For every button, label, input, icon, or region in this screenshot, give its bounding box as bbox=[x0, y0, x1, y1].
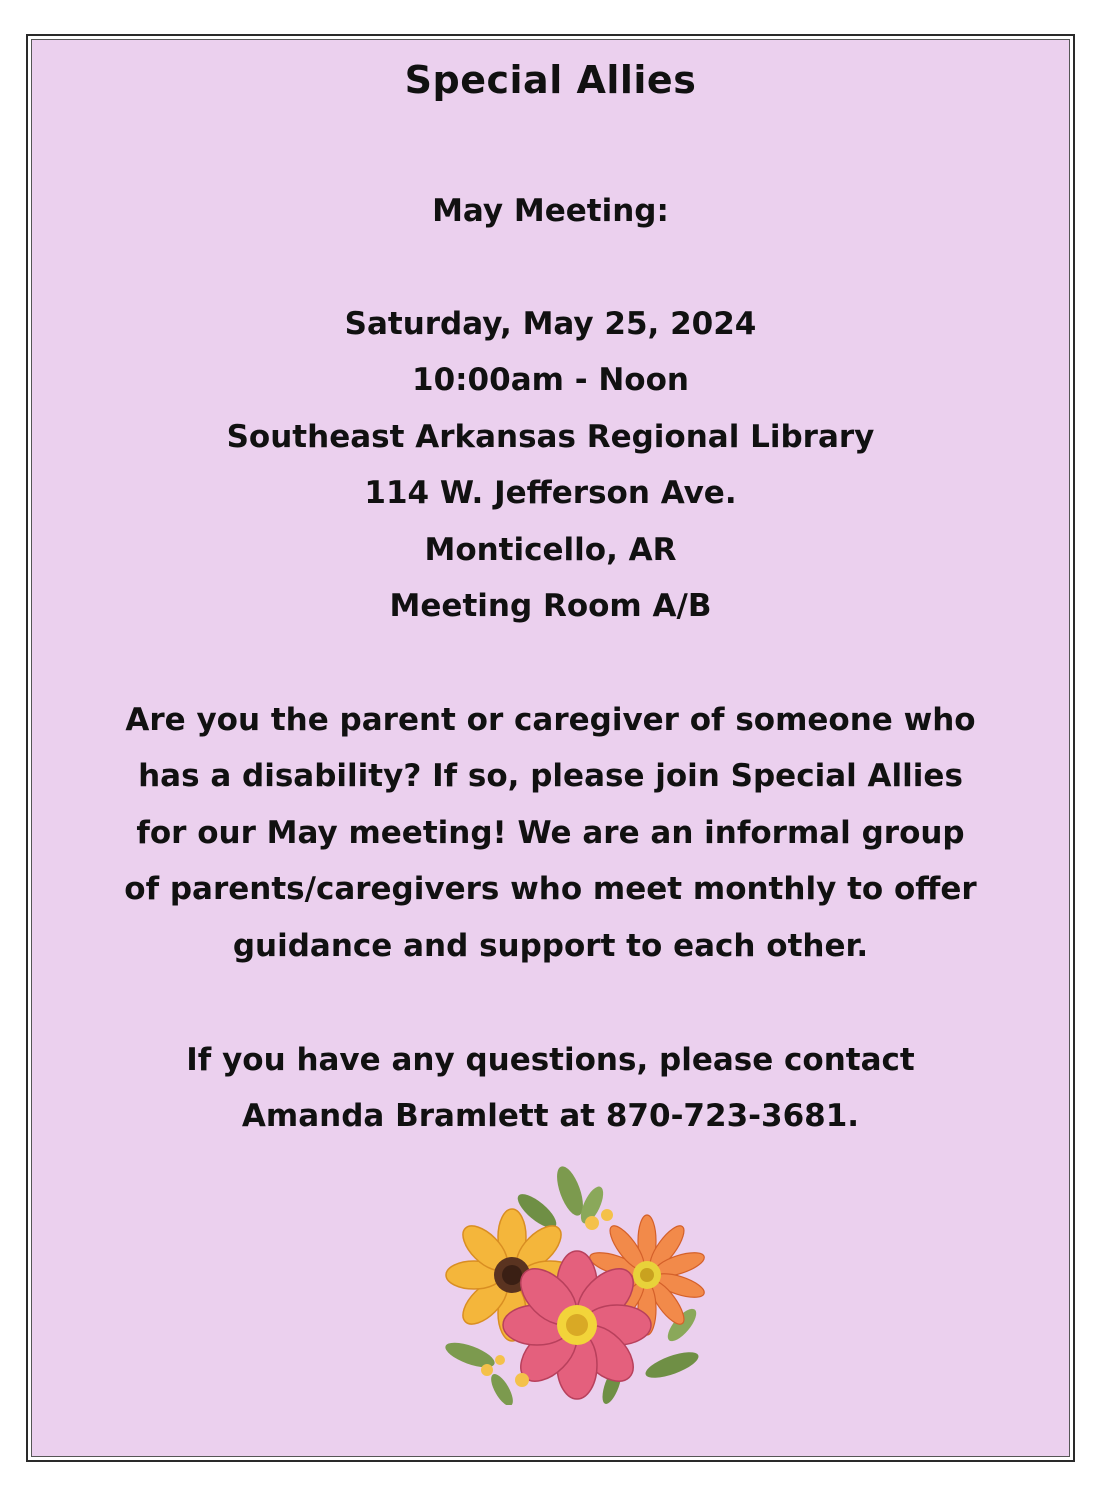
description-line: of parents/caregivers who meet monthly to offer bbox=[124, 871, 977, 907]
meeting-city: Monticello, AR bbox=[424, 532, 677, 568]
meeting-heading: May Meeting: bbox=[432, 193, 669, 229]
flower-bouquet-icon bbox=[442, 1165, 706, 1405]
meeting-venue: Southeast Arkansas Regional Library bbox=[226, 419, 875, 455]
flyer bbox=[31, 39, 1070, 1457]
flyer-outer-border bbox=[26, 34, 1075, 1462]
meeting-date: Saturday, May 25, 2024 bbox=[344, 306, 757, 342]
flyer-title: Special Allies bbox=[404, 58, 697, 102]
meeting-street: 114 W. Jefferson Ave. bbox=[364, 475, 737, 511]
description-line: for our May meeting! We are an informal group bbox=[136, 815, 965, 851]
meeting-time: 10:00am - Noon bbox=[412, 362, 689, 398]
contact-line: If you have any questions, please contact bbox=[186, 1042, 915, 1078]
description-line: has a disability? If so, please join Special Allies bbox=[138, 758, 963, 794]
description-line: guidance and support to each other. bbox=[232, 928, 869, 964]
meeting-room: Meeting Room A/B bbox=[389, 588, 712, 624]
description-line: Are you the parent or caregiver of someone who bbox=[125, 702, 976, 738]
contact-line: Amanda Bramlett at 870-723-3681. bbox=[241, 1098, 860, 1134]
